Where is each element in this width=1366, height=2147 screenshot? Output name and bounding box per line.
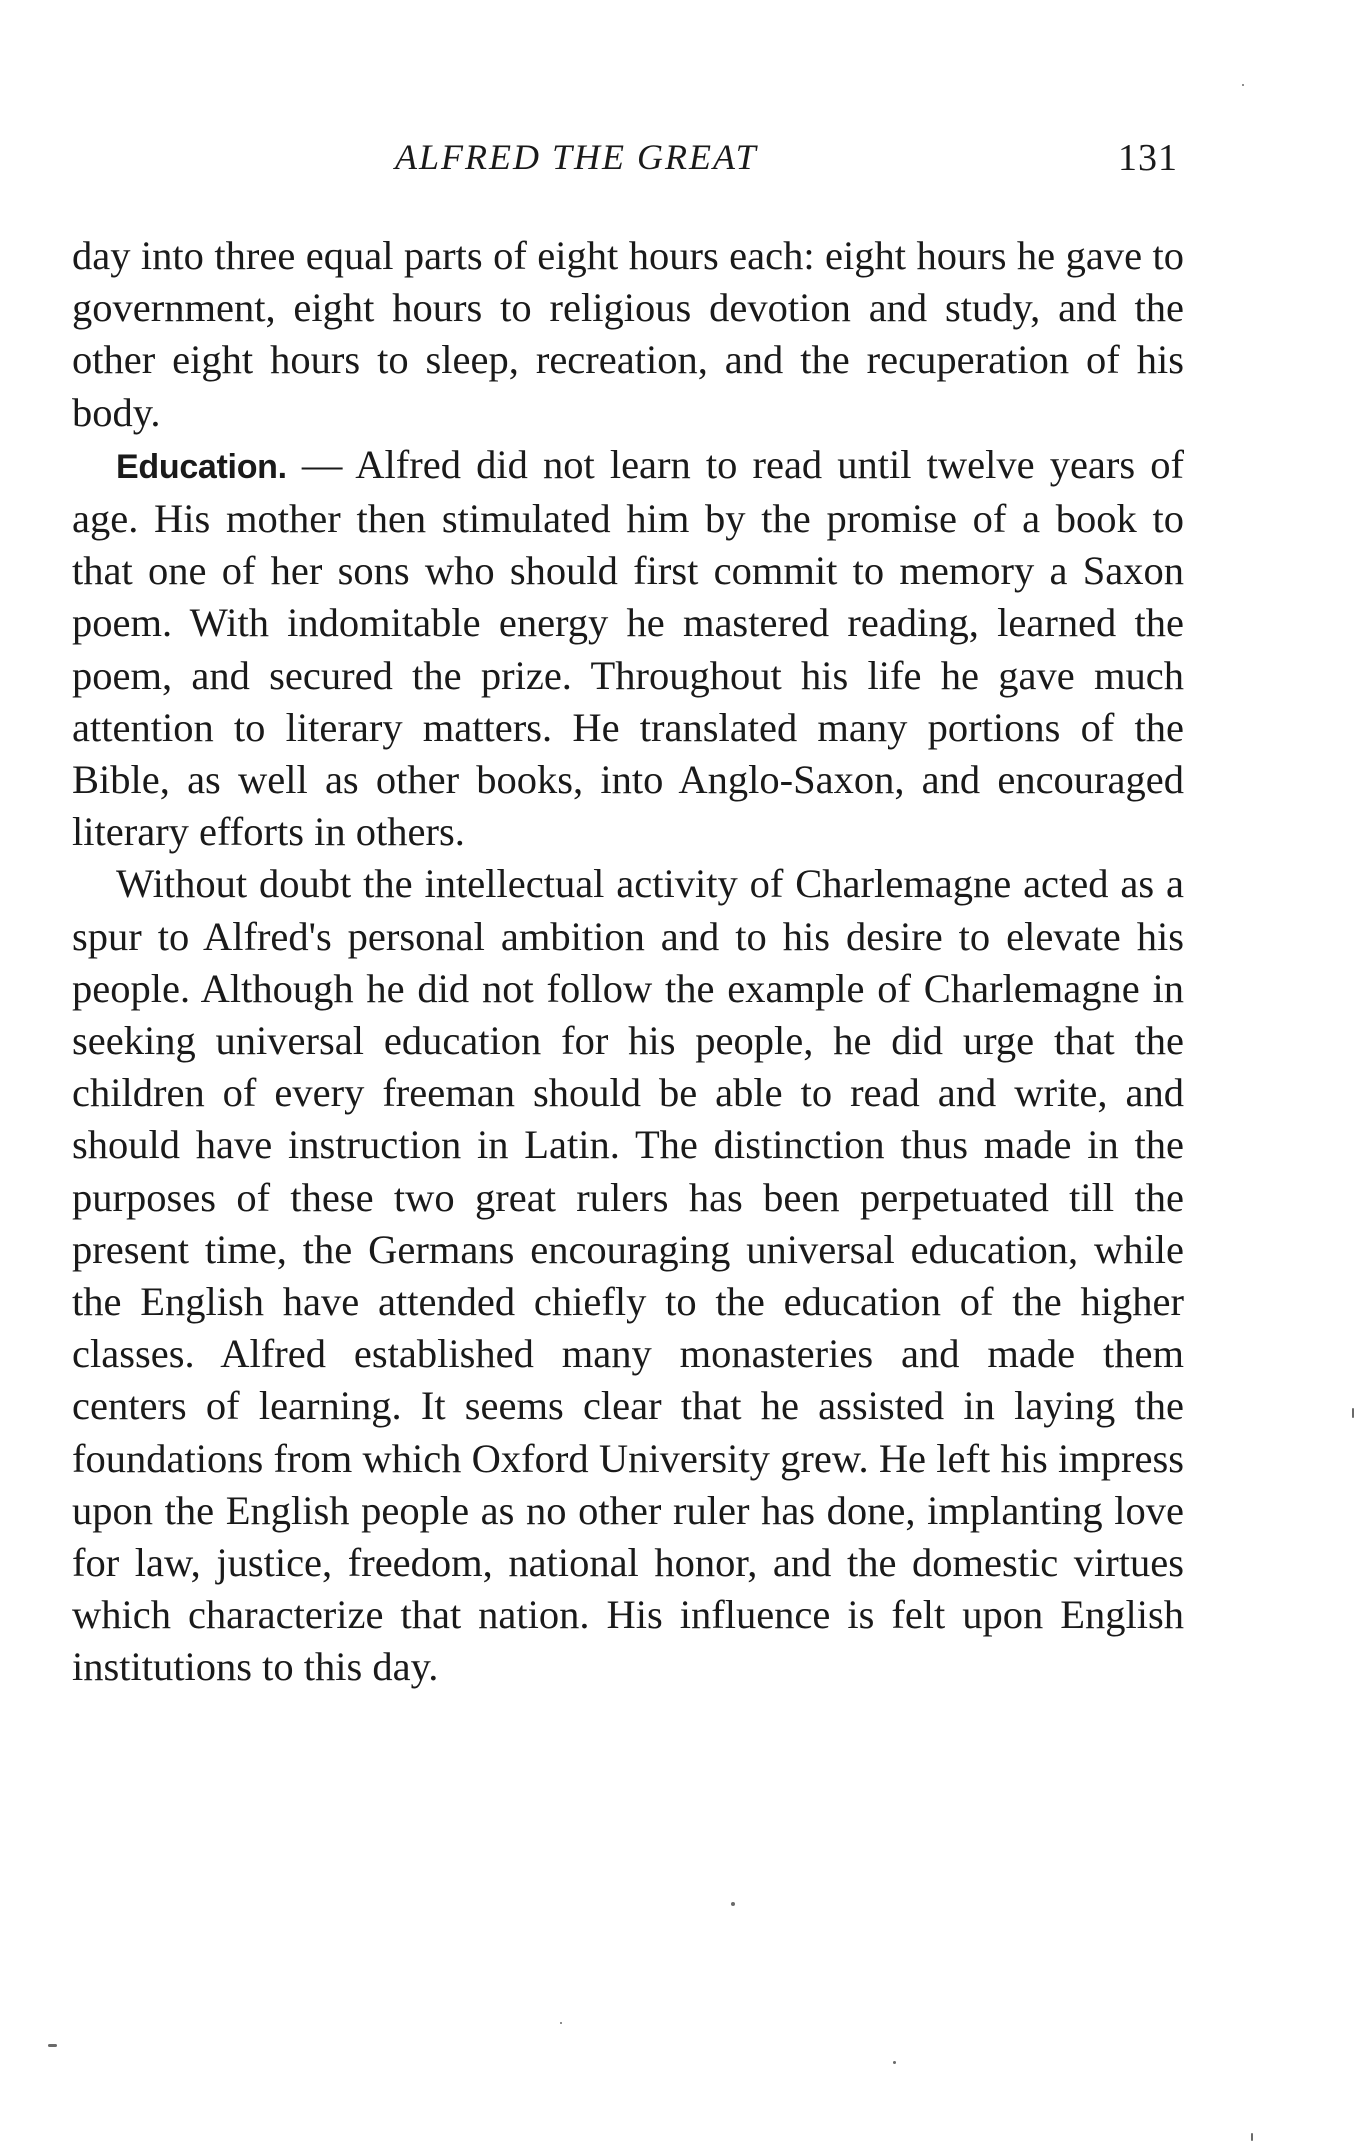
scan-speck: [893, 2061, 896, 2064]
scan-speck: [1352, 1408, 1354, 1418]
scan-speck: [731, 1902, 735, 1906]
scan-speck: [1242, 84, 1244, 86]
page-number: 131: [1118, 137, 1178, 179]
heading-separator: —: [286, 441, 356, 487]
running-title: ALFRED THE GREAT: [395, 137, 758, 177]
scan-speck: [1251, 2133, 1253, 2141]
paragraph-education-text: Alfred did not learn to read until twelve years of age. His mother then stimulated him by the promise of a book to that one of her sons who should first commit to memory a Saxon poem. With indomitable energy he mastered reading, learned the poem, and secured the prize. Throughout his life he gave much attention to literary matters. He translated many portions of the Bible, as well as other books, into Anglo-Saxon, and encouraged literary efforts in others.: [72, 441, 1184, 855]
section-heading-education: Education.: [116, 447, 287, 486]
scan-speck: [48, 2044, 57, 2047]
running-header: [0, 136, 1366, 196]
body-text: [72, 230, 1184, 1694]
scan-speck: [560, 2022, 562, 2024]
paragraph-continued: day into three equal parts of eight hours each: eight hours he gave to government, eight hours to religious devotion and study, and the other eight hours to sleep, recreation, and the recuperation of his body.: [72, 233, 1184, 435]
paragraph-education: [72, 439, 1184, 859]
paragraph-charlemagne: Without doubt the intellectual activity of Charlemagne acted as a spur to Alfred's personal ambition and to his desire to elevate his people. Although he did not follow the example of Charlemagne in seeking universal education for his people, he did urge that the children of every freeman should be able to read and write, and should have instruction in Latin. The distinction thus made in the purposes of these two great rulers has been perpetuated till the present time, the Germans encouraging universal education, while the English have attended chiefly to the education of the higher classes. Alfred established many monasteries and made them centers of learning. It seems clear that he assisted in laying the foundations from which Oxford University grew. He left his impress upon the English people as no other ruler has done, implanting love for law, justice, freedom, national honor, and the domestic virtues which characterize that nation. His influence is felt upon English institutions to this day.: [72, 861, 1184, 1690]
